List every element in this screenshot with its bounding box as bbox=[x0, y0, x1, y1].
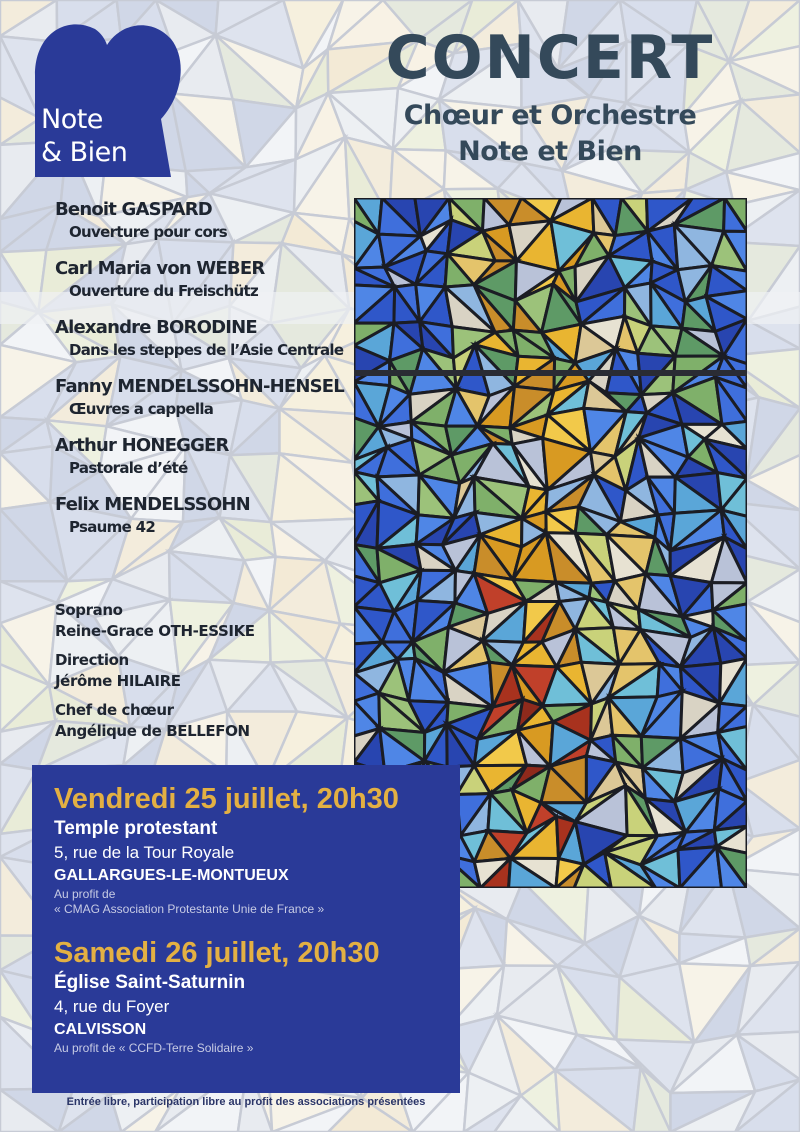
program-item bbox=[55, 257, 355, 301]
program-item bbox=[55, 493, 355, 537]
event-benefit: Au profit de « CCFD-Terre Solidaire » bbox=[54, 1041, 254, 1055]
event-street: 4, rue du Foyer bbox=[54, 997, 170, 1016]
event-venue: Église Saint-Saturnin bbox=[54, 972, 246, 993]
event-date: Vendredi 25 juillet, 20h30 bbox=[54, 783, 399, 815]
logo-line-bien: & Bien bbox=[41, 137, 128, 168]
composer-name: Arthur HONEGGER bbox=[55, 435, 229, 456]
credit-chef-de-choeur bbox=[55, 700, 255, 742]
credit-direction bbox=[55, 650, 255, 692]
program-item bbox=[55, 316, 355, 360]
credit-role: Chef de chœur bbox=[55, 701, 174, 719]
event-benefit: Au profit de bbox=[54, 887, 116, 901]
program-item bbox=[55, 375, 355, 419]
event-city: GALLARGUES-LE-MONTUEUX bbox=[54, 867, 289, 884]
program-item bbox=[55, 198, 355, 242]
events-panel bbox=[32, 765, 460, 1093]
composer-name: Alexandre BORODINE bbox=[55, 317, 257, 338]
credit-name: Reine-Grace OTH-ESSIKE bbox=[55, 622, 255, 640]
program-item bbox=[55, 434, 355, 478]
credit-soprano bbox=[55, 600, 255, 642]
event-date: Samedi 26 juillet, 20h30 bbox=[54, 937, 380, 969]
composer-name: Carl Maria von WEBER bbox=[55, 258, 265, 279]
subtitle-line-1: Chœur et Orchestre bbox=[403, 100, 697, 131]
footer-note: Entrée libre, participation libre au profit des associations présentées bbox=[66, 1096, 426, 1108]
composer-name: Fanny MENDELSSOHN-HENSEL bbox=[55, 376, 344, 397]
credit-name: Angélique de BELLEFON bbox=[55, 722, 250, 740]
credit-role: Direction bbox=[55, 651, 129, 669]
subtitle-line-2: Note et Bien bbox=[458, 136, 642, 167]
event-benefit-beneficiary: « CMAG Association Protestante Unie de France » bbox=[54, 902, 325, 916]
note-et-bien-logo bbox=[31, 15, 183, 177]
title-block bbox=[340, 18, 760, 170]
credit-name: Jérôme HILAIRE bbox=[55, 672, 181, 690]
composer-name: Felix MENDELSSOHN bbox=[55, 494, 250, 515]
work-title: Psaume 42 bbox=[69, 518, 156, 536]
work-title: Pastorale d’été bbox=[69, 459, 188, 477]
credit-role: Soprano bbox=[55, 601, 123, 619]
performer-credits bbox=[55, 600, 255, 750]
program-list bbox=[55, 198, 355, 552]
logo-line-note: Note bbox=[41, 104, 103, 135]
composer-name: Benoit GASPARD bbox=[55, 199, 212, 220]
work-title: Ouverture du Freischütz bbox=[69, 282, 259, 300]
event-saturday bbox=[54, 935, 460, 1056]
event-venue: Temple protestant bbox=[54, 818, 218, 839]
page-title: CONCERT bbox=[385, 23, 715, 93]
event-city: CALVISSON bbox=[54, 1021, 147, 1038]
event-street: 5, rue de la Tour Royale bbox=[54, 843, 235, 862]
work-title: Ouverture pour cors bbox=[69, 223, 227, 241]
work-title: Dans les steppes de l’Asie Centrale bbox=[69, 341, 344, 359]
work-title: Œuvres a cappella bbox=[69, 400, 214, 418]
event-friday bbox=[54, 781, 460, 917]
